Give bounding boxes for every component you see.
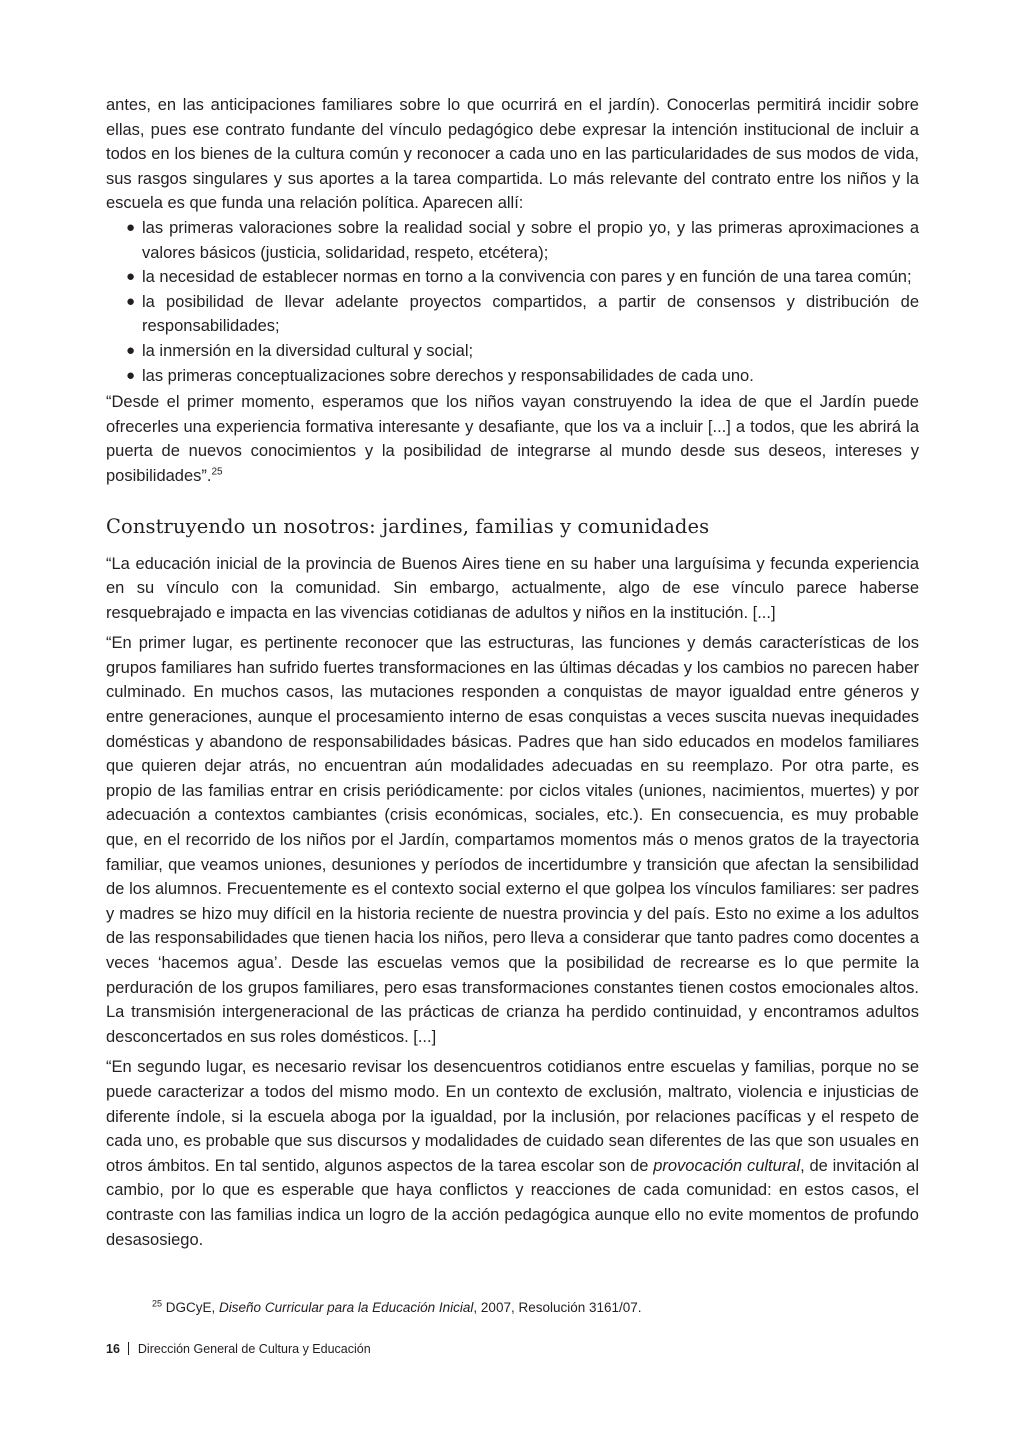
intro-paragraph: antes, en las anticipaciones familiares sobre lo que ocurrirá en el jardín). Conocerlas permitirá incidir sobre ellas, pues ese contrato fundante del vínculo pedagógico debe expresar la intención institucional de incluir a todos en los bienes de la cultura común y reconocer a cada uno en las particularidades de sus modos de vida, sus rasgos singulares y sus aportes a la tarea compartida. Lo más relevante del contrato entre los niños y la escuela es que funda una relación política. Aparecen allí: [106, 96, 919, 213]
footnote-title: Diseño Curricular para la Educación Inicial [219, 1300, 474, 1315]
page-number: 16 [106, 1342, 120, 1356]
list-item: ● las primeras valoraciones sobre la realidad social y sobre el propio yo, y las primeras aproximaciones a valores básicos (justicia, solidaridad, respeto, etcétera); [106, 216, 919, 265]
intro-quote: “Desde el primer momento, esperamos que los niños vayan construyendo la idea de que el Jardín puede ofrecerles una experiencia formativa interesante y desafiante, que los va a incluir [...] a todos, que les abrirá la puerta de nuevos conocimientos y la posibilidad de integrarse al mundo desde sus deseos, intereses y posibilidades”.$^{25}$ [106, 393, 919, 485]
publisher-name: Dirección General de Cultura y Educación [137, 1342, 371, 1356]
bullet-icon: ● [126, 268, 136, 286]
bullet-icon: ● [126, 218, 136, 236]
section-paragraph: “En primer lugar, es pertinente reconocer que las estructuras, las funciones y demás características de los grupos familiares han sufrido fuertes transformaciones en las últimas décadas y los cambios no parecen haber culminado. En muchos casos, las mutaciones responden a conquistas de mayor igualdad entre géneros y entre generaciones, aunque el procesamiento interno de esas conquistas a veces suscita nuevas inequidades domésticas y abandono de responsabilidades básicas. Padres que han sido educados en modelos familiares que quieren dejar atrás, no encuentran aún modalidades adecuadas en su reemplazo. Por otra parte, es propio de las familias entrar en crisis periódicamente: por ciclos vitales (uniones, nacimientos, muertes) y por adecuación a contextos cambiantes (crisis económicas, sociales, etc.). En consecuencia, es muy probable que, en el recorrido de los niños por el Jardín, compartamos momentos más o menos gratos de la trayectoria familiar, que veamos uniones, desuniones y períodos de incertidumbre y transición que afectan la sensibilidad de los alumnos. Frecuentemente es el contexto social externo el que golpea los vínculos familiares: ser padres y madres se hizo muy difícil en la historia reciente de nuestra provincia y del país. Esto no exime a los adultos de las responsabilidades que tienen hacia los niños, pero lleva a considerar que tanto padres como docentes a veces ‘hacemos agua’. Desde las escuelas vemos que la posibilidad de recrearse es lo que permite la perduración de los grupos familiares, pero esas transformaciones constantes tienen costos emocionales altos. La transmisión intergeneracional de las prácticas de crianza ha perdido continuidad, y encontramos adultos desconcertados en sus roles domésticos. [...] [106, 634, 919, 1046]
page-footer [106, 1341, 371, 1357]
bullet-icon: ● [126, 366, 136, 384]
section-paragraph: “En segundo lugar, es necesario revisar los desencuentros cotidianos entre escuelas y familias, porque no se puede caracterizar a todos del mismo modo. En un contexto de exclusión, maltrato, violencia e injusticias de diferente índole, si la escuela aboga por la igualdad, por la inclusión, por relaciones pacíficas y el respeto de cada uno, es probable que sus discursos y modalidades de cuidado sean diferentes de las que son usuales en otros ámbitos. En tal sentido, algunos aspectos de la tarea escolar son de provocación cultural, de invitación al cambio, por lo que es esperable que haya conflictos y reacciones de cada comunidad: en estos casos, el contraste con las familias indica un logro de la acción pedagógica aunque ello no evite momentos de profundo desasosiego. [106, 1058, 920, 1249]
footnote-ref[interactable]: 25 [211, 466, 223, 478]
list-item: ● las primeras conceptualizaciones sobre derechos y responsabilidades de cada uno. [106, 364, 919, 389]
page-body [106, 93, 919, 1258]
bullet-icon: ● [126, 292, 136, 310]
section-paragraph: “La educación inicial de la provincia de Buenos Aires tiene en su haber una larguísima y fecunda experiencia en su vínculo con la comunidad. Sin embargo, actualmente, algo de ese vínculo parece haberse resquebrajado e impacta en las vivencias cotidianas de adultos y niños en la institución. [...] [106, 554, 919, 622]
bullet-icon: ● [126, 341, 136, 359]
list-item: ● la necesidad de establecer normas en torno a la convivencia con pares y en función de una tarea común; [106, 265, 919, 290]
emphasis-text: provocación cultural [653, 1156, 801, 1175]
section-heading: Construyendo un nosotros: jardines, familias y comunidades [106, 514, 710, 538]
list-item: ● la inmersión en la diversidad cultural y social; [106, 339, 919, 364]
footnote-number: 25 [152, 1298, 163, 1309]
footer-divider [128, 1342, 129, 1355]
footnote: $^{25}$ DGCyE, Diseño Curricular para la Educación Inicial, 2007, Resolución 3161/07. [152, 1298, 642, 1315]
values-list [106, 216, 919, 388]
list-item: ● la posibilidad de llevar adelante proyectos compartidos, a partir de consensos y distribución de responsabilidades; [106, 290, 919, 339]
